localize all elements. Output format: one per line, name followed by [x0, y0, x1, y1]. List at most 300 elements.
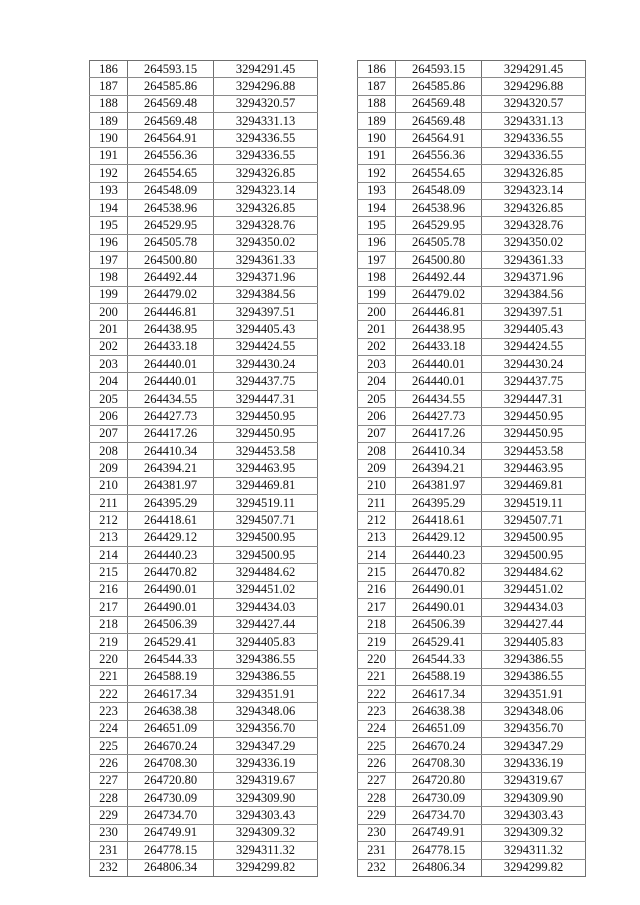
table-row [358, 599, 586, 616]
x-coordinate-cell: 264670.24 [396, 738, 482, 755]
y-coordinate-cell: 3294347.29 [482, 738, 586, 755]
point-number-cell: 200 [358, 304, 396, 321]
y-coordinate-cell: 3294319.67 [482, 772, 586, 789]
table-row [358, 338, 586, 355]
y-coordinate-cell: 3294430.24 [214, 356, 318, 373]
x-coordinate-cell: 264593.15 [128, 61, 214, 78]
table-row [90, 321, 318, 338]
table-row [358, 251, 586, 268]
y-coordinate-cell: 3294451.02 [214, 581, 318, 598]
point-number-cell: 224 [358, 720, 396, 737]
table-row [90, 269, 318, 286]
table-row [358, 842, 586, 859]
point-number-cell: 208 [90, 442, 128, 459]
x-coordinate-cell: 264506.39 [396, 616, 482, 633]
point-number-cell: 218 [358, 616, 396, 633]
x-coordinate-cell: 264778.15 [128, 842, 214, 859]
point-number-cell: 210 [90, 477, 128, 494]
y-coordinate-cell: 3294291.45 [482, 61, 586, 78]
x-coordinate-cell: 264470.82 [396, 564, 482, 581]
table-row [358, 425, 586, 442]
y-coordinate-cell: 3294500.95 [482, 529, 586, 546]
table-row [90, 442, 318, 459]
y-coordinate-cell: 3294397.51 [214, 304, 318, 321]
table-row [358, 651, 586, 668]
y-coordinate-cell: 3294323.14 [214, 182, 318, 199]
x-coordinate-cell: 264585.86 [396, 78, 482, 95]
y-coordinate-cell: 3294453.58 [482, 442, 586, 459]
point-number-cell: 196 [90, 234, 128, 251]
table-row [90, 338, 318, 355]
table-row [90, 460, 318, 477]
table-row [358, 477, 586, 494]
table-row [358, 95, 586, 112]
table-row [358, 703, 586, 720]
y-coordinate-cell: 3294453.58 [214, 442, 318, 459]
table-row [90, 651, 318, 668]
point-number-cell: 200 [90, 304, 128, 321]
x-coordinate-cell: 264410.34 [128, 442, 214, 459]
point-number-cell: 221 [90, 668, 128, 685]
point-number-cell: 202 [358, 338, 396, 355]
point-number-cell: 213 [358, 529, 396, 546]
table-row [90, 703, 318, 720]
y-coordinate-cell: 3294405.43 [214, 321, 318, 338]
y-coordinate-cell: 3294519.11 [214, 494, 318, 511]
table-row [358, 442, 586, 459]
table-row [358, 633, 586, 650]
table-row [90, 390, 318, 407]
point-number-cell: 225 [90, 738, 128, 755]
table-row [90, 130, 318, 147]
y-coordinate-cell: 3294323.14 [482, 182, 586, 199]
x-coordinate-cell: 264544.33 [128, 651, 214, 668]
point-number-cell: 219 [90, 633, 128, 650]
y-coordinate-cell: 3294424.55 [482, 338, 586, 355]
x-coordinate-cell: 264569.48 [396, 113, 482, 130]
table-row [358, 616, 586, 633]
table-row [90, 720, 318, 737]
x-coordinate-cell: 264490.01 [396, 581, 482, 598]
x-coordinate-cell: 264569.48 [128, 113, 214, 130]
table-row [358, 755, 586, 772]
point-number-cell: 213 [90, 529, 128, 546]
x-coordinate-cell: 264651.09 [128, 720, 214, 737]
table-row [358, 234, 586, 251]
table-row [90, 790, 318, 807]
table-row [90, 668, 318, 685]
y-coordinate-cell: 3294437.75 [482, 373, 586, 390]
y-coordinate-cell: 3294447.31 [482, 390, 586, 407]
x-coordinate-cell: 264433.18 [396, 338, 482, 355]
x-coordinate-cell: 264417.26 [396, 425, 482, 442]
y-coordinate-cell: 3294303.43 [482, 807, 586, 824]
point-number-cell: 198 [90, 269, 128, 286]
point-number-cell: 215 [358, 564, 396, 581]
table-row [90, 182, 318, 199]
x-coordinate-cell: 264440.01 [396, 373, 482, 390]
x-coordinate-cell: 264556.36 [128, 147, 214, 164]
x-coordinate-cell: 264651.09 [396, 720, 482, 737]
point-number-cell: 202 [90, 338, 128, 355]
table-row [358, 304, 586, 321]
x-coordinate-cell: 264490.01 [128, 581, 214, 598]
x-coordinate-cell: 264708.30 [396, 755, 482, 772]
y-coordinate-cell: 3294296.88 [214, 78, 318, 95]
x-coordinate-cell: 264720.80 [128, 772, 214, 789]
point-number-cell: 204 [90, 373, 128, 390]
y-coordinate-cell: 3294484.62 [214, 564, 318, 581]
y-coordinate-cell: 3294386.55 [214, 651, 318, 668]
table-row [90, 286, 318, 303]
x-coordinate-cell: 264479.02 [128, 286, 214, 303]
table-row [358, 269, 586, 286]
point-number-cell: 209 [90, 460, 128, 477]
y-coordinate-cell: 3294328.76 [482, 217, 586, 234]
y-coordinate-cell: 3294447.31 [214, 390, 318, 407]
y-coordinate-cell: 3294430.24 [482, 356, 586, 373]
x-coordinate-cell: 264588.19 [396, 668, 482, 685]
table-row [90, 807, 318, 824]
x-coordinate-cell: 264470.82 [128, 564, 214, 581]
table-row [358, 564, 586, 581]
x-coordinate-cell: 264617.34 [396, 685, 482, 702]
point-number-cell: 226 [358, 755, 396, 772]
point-number-cell: 211 [358, 494, 396, 511]
y-coordinate-cell: 3294336.19 [482, 755, 586, 772]
x-coordinate-cell: 264749.91 [396, 824, 482, 841]
point-number-cell: 232 [90, 859, 128, 876]
x-coordinate-cell: 264778.15 [396, 842, 482, 859]
x-coordinate-cell: 264490.01 [128, 599, 214, 616]
y-coordinate-cell: 3294336.55 [482, 147, 586, 164]
table-row [358, 738, 586, 755]
table-row [358, 78, 586, 95]
table-row [90, 616, 318, 633]
point-number-cell: 207 [90, 425, 128, 442]
x-coordinate-cell: 264538.96 [396, 199, 482, 216]
point-number-cell: 205 [358, 390, 396, 407]
table-row [90, 772, 318, 789]
point-number-cell: 197 [90, 251, 128, 268]
point-number-cell: 187 [358, 78, 396, 95]
table-row [90, 599, 318, 616]
x-coordinate-cell: 264434.55 [128, 390, 214, 407]
x-coordinate-cell: 264730.09 [128, 790, 214, 807]
point-number-cell: 192 [358, 165, 396, 182]
point-number-cell: 223 [358, 703, 396, 720]
x-coordinate-cell: 264492.44 [396, 269, 482, 286]
y-coordinate-cell: 3294507.71 [214, 512, 318, 529]
y-coordinate-cell: 3294451.02 [482, 581, 586, 598]
y-coordinate-cell: 3294427.44 [482, 616, 586, 633]
y-coordinate-cell: 3294336.55 [214, 147, 318, 164]
point-number-cell: 207 [358, 425, 396, 442]
point-number-cell: 226 [90, 755, 128, 772]
table-row [358, 165, 586, 182]
x-coordinate-cell: 264617.34 [128, 685, 214, 702]
y-coordinate-cell: 3294331.13 [482, 113, 586, 130]
point-number-cell: 201 [358, 321, 396, 338]
y-coordinate-cell: 3294450.95 [214, 408, 318, 425]
point-number-cell: 199 [358, 286, 396, 303]
point-number-cell: 228 [90, 790, 128, 807]
y-coordinate-cell: 3294351.91 [482, 685, 586, 702]
point-number-cell: 194 [358, 199, 396, 216]
y-coordinate-cell: 3294350.02 [214, 234, 318, 251]
point-number-cell: 218 [90, 616, 128, 633]
y-coordinate-cell: 3294309.32 [214, 824, 318, 841]
x-coordinate-cell: 264440.01 [396, 356, 482, 373]
table-row [90, 147, 318, 164]
x-coordinate-cell: 264505.78 [128, 234, 214, 251]
y-coordinate-cell: 3294371.96 [482, 269, 586, 286]
y-coordinate-cell: 3294296.88 [482, 78, 586, 95]
y-coordinate-cell: 3294484.62 [482, 564, 586, 581]
table-row [358, 61, 586, 78]
table-row [358, 581, 586, 598]
table-row [90, 251, 318, 268]
point-number-cell: 208 [358, 442, 396, 459]
table-row [90, 564, 318, 581]
y-coordinate-cell: 3294386.55 [482, 651, 586, 668]
point-number-cell: 231 [90, 842, 128, 859]
x-coordinate-cell: 264593.15 [396, 61, 482, 78]
y-coordinate-cell: 3294299.82 [482, 859, 586, 876]
x-coordinate-cell: 264564.91 [396, 130, 482, 147]
point-number-cell: 198 [358, 269, 396, 286]
x-coordinate-cell: 264548.09 [128, 182, 214, 199]
table-row [358, 512, 586, 529]
y-coordinate-cell: 3294361.33 [214, 251, 318, 268]
y-coordinate-cell: 3294336.55 [214, 130, 318, 147]
y-coordinate-cell: 3294311.32 [482, 842, 586, 859]
table-row [358, 182, 586, 199]
point-number-cell: 206 [90, 408, 128, 425]
point-number-cell: 188 [358, 95, 396, 112]
y-coordinate-cell: 3294500.95 [214, 529, 318, 546]
x-coordinate-cell: 264429.12 [128, 529, 214, 546]
point-number-cell: 225 [358, 738, 396, 755]
point-number-cell: 189 [90, 113, 128, 130]
x-coordinate-cell: 264585.86 [128, 78, 214, 95]
y-coordinate-cell: 3294351.91 [214, 685, 318, 702]
table-row [358, 529, 586, 546]
y-coordinate-cell: 3294331.13 [214, 113, 318, 130]
x-coordinate-cell: 264564.91 [128, 130, 214, 147]
table-row [90, 547, 318, 564]
coordinate-table-right-body [358, 61, 586, 877]
table-row [358, 668, 586, 685]
point-number-cell: 227 [358, 772, 396, 789]
x-coordinate-cell: 264434.55 [396, 390, 482, 407]
x-coordinate-cell: 264529.95 [396, 217, 482, 234]
x-coordinate-cell: 264410.34 [396, 442, 482, 459]
table-row [358, 147, 586, 164]
y-coordinate-cell: 3294519.11 [482, 494, 586, 511]
y-coordinate-cell: 3294336.19 [214, 755, 318, 772]
point-number-cell: 220 [358, 651, 396, 668]
x-coordinate-cell: 264418.61 [128, 512, 214, 529]
table-row [358, 286, 586, 303]
point-number-cell: 204 [358, 373, 396, 390]
y-coordinate-cell: 3294348.06 [214, 703, 318, 720]
table-row [358, 859, 586, 876]
x-coordinate-cell: 264554.65 [128, 165, 214, 182]
table-row [90, 824, 318, 841]
x-coordinate-cell: 264438.95 [396, 321, 482, 338]
table-row [358, 772, 586, 789]
x-coordinate-cell: 264569.48 [128, 95, 214, 112]
y-coordinate-cell: 3294350.02 [482, 234, 586, 251]
table-row [90, 304, 318, 321]
point-number-cell: 232 [358, 859, 396, 876]
y-coordinate-cell: 3294356.70 [482, 720, 586, 737]
table-row [90, 199, 318, 216]
table-row [358, 217, 586, 234]
point-number-cell: 223 [90, 703, 128, 720]
point-number-cell: 217 [90, 599, 128, 616]
point-number-cell: 196 [358, 234, 396, 251]
y-coordinate-cell: 3294311.32 [214, 842, 318, 859]
x-coordinate-cell: 264720.80 [396, 772, 482, 789]
y-coordinate-cell: 3294309.90 [482, 790, 586, 807]
table-row [90, 356, 318, 373]
y-coordinate-cell: 3294291.45 [214, 61, 318, 78]
table-row [358, 494, 586, 511]
point-number-cell: 193 [90, 182, 128, 199]
point-number-cell: 227 [90, 772, 128, 789]
x-coordinate-cell: 264734.70 [128, 807, 214, 824]
y-coordinate-cell: 3294356.70 [214, 720, 318, 737]
table-row [90, 842, 318, 859]
table-row [90, 408, 318, 425]
y-coordinate-cell: 3294320.57 [214, 95, 318, 112]
x-coordinate-cell: 264529.95 [128, 217, 214, 234]
x-coordinate-cell: 264638.38 [396, 703, 482, 720]
x-coordinate-cell: 264417.26 [128, 425, 214, 442]
x-coordinate-cell: 264394.21 [396, 460, 482, 477]
x-coordinate-cell: 264427.73 [128, 408, 214, 425]
point-number-cell: 222 [90, 685, 128, 702]
table-row [358, 720, 586, 737]
x-coordinate-cell: 264446.81 [128, 304, 214, 321]
x-coordinate-cell: 264394.21 [128, 460, 214, 477]
x-coordinate-cell: 264554.65 [396, 165, 482, 182]
x-coordinate-cell: 264418.61 [396, 512, 482, 529]
point-number-cell: 215 [90, 564, 128, 581]
table-row [358, 130, 586, 147]
table-row [90, 113, 318, 130]
table-row [358, 113, 586, 130]
table-row [358, 790, 586, 807]
y-coordinate-cell: 3294434.03 [214, 599, 318, 616]
point-number-cell: 209 [358, 460, 396, 477]
x-coordinate-cell: 264395.29 [128, 494, 214, 511]
x-coordinate-cell: 264505.78 [396, 234, 482, 251]
point-number-cell: 214 [90, 547, 128, 564]
y-coordinate-cell: 3294437.75 [214, 373, 318, 390]
x-coordinate-cell: 264490.01 [396, 599, 482, 616]
point-number-cell: 230 [90, 824, 128, 841]
x-coordinate-cell: 264806.34 [396, 859, 482, 876]
point-number-cell: 216 [90, 581, 128, 598]
y-coordinate-cell: 3294326.85 [214, 165, 318, 182]
point-number-cell: 203 [358, 356, 396, 373]
table-row [90, 425, 318, 442]
y-coordinate-cell: 3294336.55 [482, 130, 586, 147]
y-coordinate-cell: 3294326.85 [214, 199, 318, 216]
y-coordinate-cell: 3294326.85 [482, 199, 586, 216]
point-number-cell: 187 [90, 78, 128, 95]
point-number-cell: 212 [358, 512, 396, 529]
x-coordinate-cell: 264529.41 [128, 633, 214, 650]
x-coordinate-cell: 264381.97 [396, 477, 482, 494]
point-number-cell: 199 [90, 286, 128, 303]
x-coordinate-cell: 264479.02 [396, 286, 482, 303]
table-row [90, 529, 318, 546]
point-number-cell: 191 [358, 147, 396, 164]
y-coordinate-cell: 3294309.90 [214, 790, 318, 807]
table-row [90, 78, 318, 95]
table-row [358, 460, 586, 477]
point-number-cell: 193 [358, 182, 396, 199]
table-row [90, 633, 318, 650]
y-coordinate-cell: 3294463.95 [214, 460, 318, 477]
y-coordinate-cell: 3294371.96 [214, 269, 318, 286]
x-coordinate-cell: 264440.01 [128, 356, 214, 373]
point-number-cell: 224 [90, 720, 128, 737]
x-coordinate-cell: 264429.12 [396, 529, 482, 546]
coordinate-table-left [89, 60, 318, 877]
x-coordinate-cell: 264440.23 [128, 547, 214, 564]
table-row [90, 512, 318, 529]
y-coordinate-cell: 3294320.57 [482, 95, 586, 112]
x-coordinate-cell: 264556.36 [396, 147, 482, 164]
y-coordinate-cell: 3294463.95 [482, 460, 586, 477]
x-coordinate-cell: 264500.80 [396, 251, 482, 268]
table-row [90, 685, 318, 702]
table-row [358, 408, 586, 425]
x-coordinate-cell: 264670.24 [128, 738, 214, 755]
point-number-cell: 221 [358, 668, 396, 685]
x-coordinate-cell: 264492.44 [128, 269, 214, 286]
x-coordinate-cell: 264395.29 [396, 494, 482, 511]
y-coordinate-cell: 3294405.83 [214, 633, 318, 650]
x-coordinate-cell: 264569.48 [396, 95, 482, 112]
x-coordinate-cell: 264446.81 [396, 304, 482, 321]
x-coordinate-cell: 264708.30 [128, 755, 214, 772]
y-coordinate-cell: 3294450.95 [482, 408, 586, 425]
point-number-cell: 186 [358, 61, 396, 78]
y-coordinate-cell: 3294347.29 [214, 738, 318, 755]
point-number-cell: 217 [358, 599, 396, 616]
y-coordinate-cell: 3294303.43 [214, 807, 318, 824]
point-number-cell: 229 [90, 807, 128, 824]
point-number-cell: 194 [90, 199, 128, 216]
y-coordinate-cell: 3294326.85 [482, 165, 586, 182]
table-row [90, 859, 318, 876]
y-coordinate-cell: 3294450.95 [214, 425, 318, 442]
x-coordinate-cell: 264427.73 [396, 408, 482, 425]
table-row [90, 373, 318, 390]
x-coordinate-cell: 264548.09 [396, 182, 482, 199]
point-number-cell: 230 [358, 824, 396, 841]
point-number-cell: 203 [90, 356, 128, 373]
table-row [358, 547, 586, 564]
point-number-cell: 231 [358, 842, 396, 859]
table-row [90, 477, 318, 494]
